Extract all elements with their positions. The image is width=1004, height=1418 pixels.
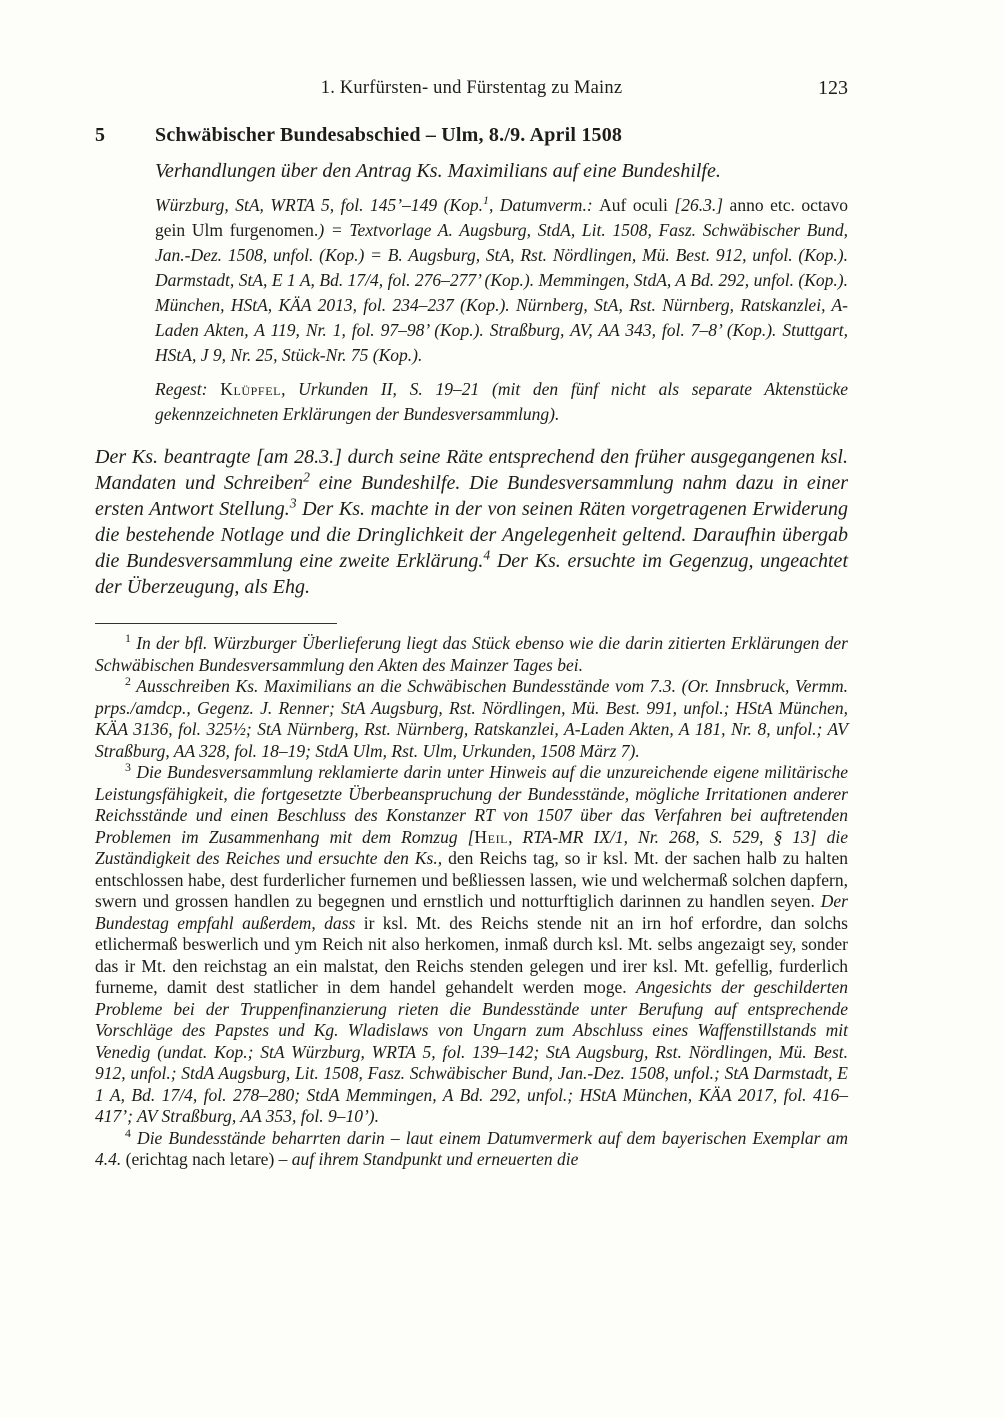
footnote-marker: 4 — [483, 547, 491, 563]
footnote-marker: 1 — [125, 631, 131, 646]
text-segment: , Datumverm.: — [488, 195, 600, 215]
footnote-3 — [95, 762, 848, 1128]
entry-section — [95, 124, 848, 600]
text-segment: Der Ks. machte in der von seinen Räten vorgetragenen Erwiderung die bestehende Notlage und die Dringlichkeit der Angelegenheit geltend. Daraufhin übergab die Bundesversammlung eine zweite Erklärung. — [95, 498, 849, 572]
author-name-smallcaps: Heil — [474, 826, 509, 847]
source-paragraph — [155, 193, 848, 368]
text-segment: Der Ks. ersuchte im Gegenzug, ungeachtet der Überzeugung, als Ehg. — [95, 550, 848, 598]
footnote-4 — [95, 1125, 848, 1171]
section-subtitle: Verhandlungen über den Antrag Ks. Maximilians auf eine Bundeshilfe. — [155, 160, 721, 182]
footnote-marker: 3 — [125, 760, 131, 775]
footnote-separator — [95, 623, 337, 624]
text-segment: ir ksl. Mt. des Reichs stende nit an irn hof erfordre, dan solchs etlichermaß beswerlich und ym Reich nit also herkomen, inmaß durch ksl. Mt. selbs angezaigt sey, sonder das ir Mt. den reichstag an ein malstat, den Reichs stenden gelegen und irer ksl. Mt. gefellig, furderlich furneme, damit dest statlicher in dem handel gehandelt werden moge. — [95, 912, 848, 997]
text-segment: Würzburg, StA, WRTA 5, fol. 145’–149 (Kop. — [155, 195, 483, 215]
text-segment: Die Bundesversammlung reklamierte darin unter Hinweis auf die unzureichende eigene militärische Leistungsfähigkeit, die fortgesetzte Überbeanspruchung der Bundesstände, mögliche Irritationen anderer Reichsstände und einen Beschluss des Konstanzer RT von 1507 über das Verfahren bei auftretenden Problemen im Zusammenhang mit dem Romzug [ — [95, 762, 848, 847]
footnote-marker: 4 — [125, 1125, 131, 1140]
text-segment: , RTA-MR IX/1, Nr. 268, S. 529, § 13] die Zuständigkeit des Reiches und ersuchte den Ks., — [95, 826, 848, 868]
running-head: 1. Kurfürsten- und Fürstentag zu Mainz — [320, 78, 623, 98]
section-title: Schwäbischer Bundesabschied – Ulm, 8./9. April 1508 — [155, 124, 623, 146]
footnote-1 — [95, 633, 848, 676]
footnotes — [95, 633, 848, 1171]
main-text — [95, 444, 848, 600]
entry-heading — [95, 124, 848, 147]
text-segment: anno etc. octavo gein Ulm furgenomen. — [155, 195, 849, 240]
text-segment: Ausschreiben Ks. Maximilians an die Schwäbischen Bundesstände vom 7.3. (Or. Innsbruck, Vermm. prps./amdcp., Gegenz. J. Renner; StA Augsburg, Rst. Nördlingen, Mü. Best. 991, unfol.; HStA München, KÄA 3136, fol. 325½; StA Nürnberg, Rst. Nürnberg, Ratskanzlei, A-Laden Akten, A 181, Nr. 8, unfol.; AV Straßburg, AA 328, fol. 18–19; StdA Ulm, Rst. Ulm, Urkunden, 1508 März 7). — [95, 676, 848, 761]
footnote-marker: 2 — [125, 674, 131, 689]
footnote-marker: 1 — [482, 193, 489, 208]
text-segment: eine Bundeshilfe. Die Bundesversammlung nahm dazu in einer ersten Antwort Stellung. — [95, 472, 848, 520]
text-segment: Die Bundesstände beharrten darin – laut einem Datumvermerk auf dem bayerischen Exemplar am 4.4. — [95, 1127, 848, 1169]
section-number: 5 — [95, 124, 105, 146]
text-segment: ) = Textvorlage A. Augsburg, StdA, Lit. 1508, Fasz. Schwäbischer Bund, Jan.-Dez. 1508, unfol. (Kop.) = B. Augsburg, StA, Rst. Nördlingen, Mü. Best. 912, unfol. (Kop.). Darmstadt, StA, E 1 A, Bd. 17/4, fol. 276–277’ (Kop.). Memmingen, StdA, A Bd. 292, unfol. (Kop.). München, HStA, KÄA 2013, fol. 234–237 (Kop.). Nürnberg, StA, Rst. Nürnberg, Ratskanzlei, A-Laden Akten, A 119, Nr. 1, fol. 97–98’ (Kop.). Straßburg, AV, AA 343, fol. 7–8’ (Kop.). Stuttgart, HStA, J 9, Nr. 25, Stück-Nr. 75 (Kop.). — [155, 220, 848, 365]
text-segment: den Reichs tag, so ir ksl. Mt. der sachen halb zu halten entschlossen habe, dest furderlicher furnemen und beßliessen lassen, wie und welchermaß solchen dapfern, swern und grossen handlen zu begegnen und ernstlich und notturftiglich darinnen zu handlen seyen. — [95, 848, 849, 911]
running-header — [95, 78, 848, 102]
text-segment: – auf ihrem Standpunkt und erneuerten die — [274, 1149, 579, 1169]
text-segment: Der Ks. beantragte [am 28.3.] durch seine Räte entsprechend den früher ausgegangenen ksl. Mandaten und Schreiben — [95, 446, 848, 494]
footnote-marker: 2 — [303, 469, 310, 485]
text-segment: In der bfl. Würzburger Überlieferung liegt das Stück ebenso wie die darin zitierten Erklärungen der Schwäbischen Bundesversammlung den Akten des Mainzer Tages bei. — [95, 633, 848, 675]
footnote-2 — [95, 676, 848, 762]
text-segment: Auf oculi — [599, 195, 675, 215]
author-name-smallcaps: Klüpfel — [220, 379, 282, 399]
text-segment: , Urkunden II, S. 19–21 (mit den fünf nicht als separate Aktenstücke gekennzeichneten Erklärungen der Bundesversammlung). — [155, 379, 848, 424]
footnote-marker: 3 — [289, 495, 297, 511]
regest-paragraph — [155, 377, 848, 427]
text-segment: Regest: — [155, 379, 221, 399]
page-number: 123 — [818, 77, 848, 99]
text-segment: Der Bundestag empfahl außerdem, dass — [95, 891, 848, 933]
text-segment: Angesichts der geschilderten Probleme bei der Truppenfinanzierung rieten die Bundesstände unter Berufung auf entsprechende Vorschläge des Papstes und Kg. Wladislaws von Ungarn zum Abschluss eines Waffenstillstands mit Venedig (undat. Kop.; StA Würzburg, WRTA 5, fol. 139–142; StA Augsburg, Rst. Nördlingen, Mü. Best. 912, unfol.; StdA Augsburg, Lit. 1508, Fasz. Schwäbischer Bund, Jan.-Dez. 1508, unfol.; StA Darmstadt, E 1 A, Bd. 17/4, fol. 278–280; StdA Memmingen, A Bd. 292, unfol.; HStA München, KÄA 2017, fol. 416–417’; AV Straßburg, AA 353, fol. 9–10’). — [95, 977, 848, 1126]
text-segment: (erichtag nach letare) — [125, 1149, 275, 1169]
text-segment: [26.3.] — [674, 195, 730, 215]
